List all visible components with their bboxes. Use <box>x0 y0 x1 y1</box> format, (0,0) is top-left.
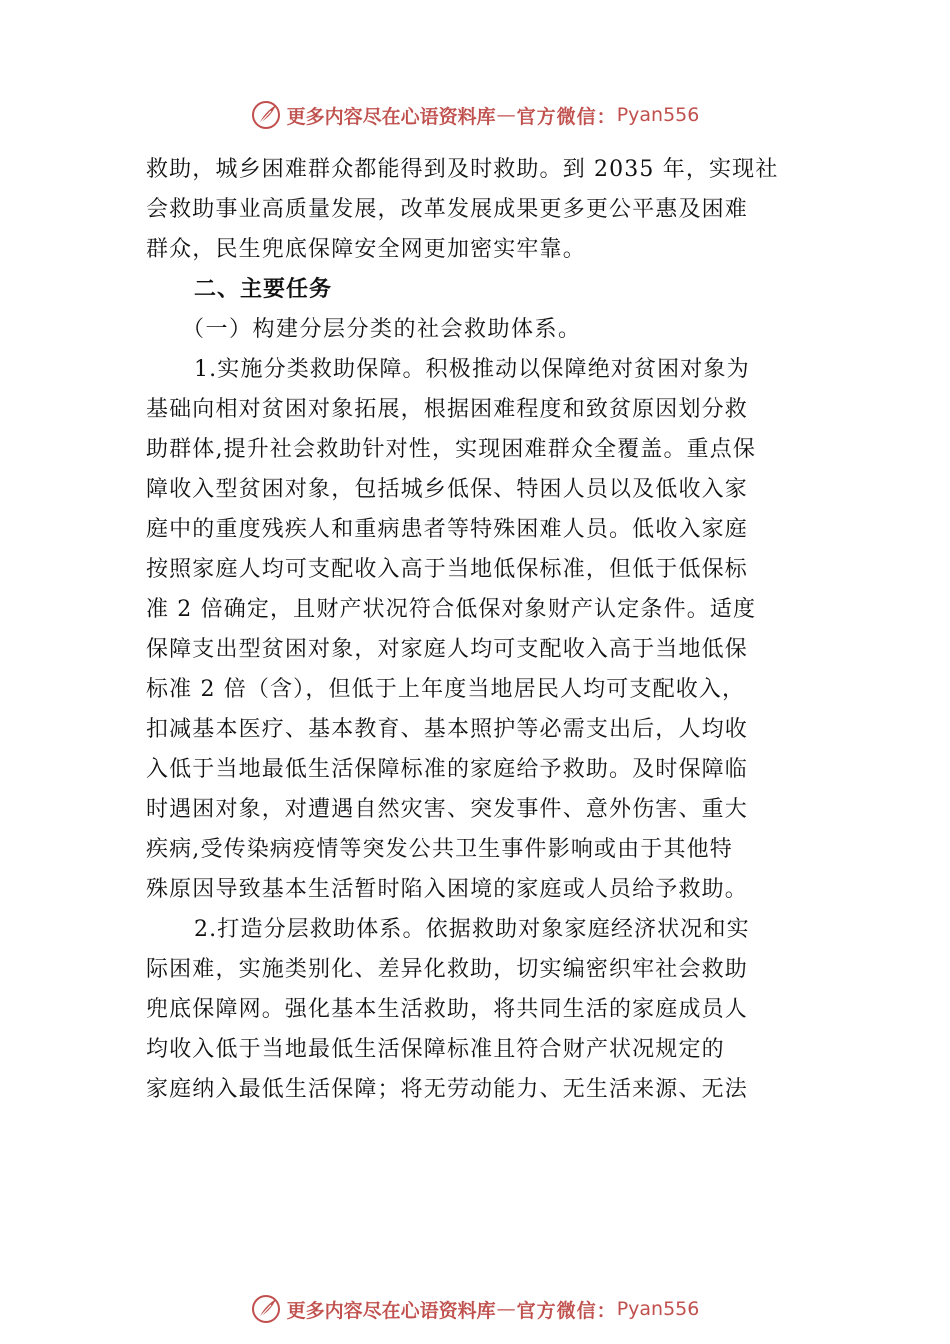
footer-watermark <box>0 1292 950 1326</box>
text-line: 障收入型贫困对象，包括城乡低保、特困人员以及低收入家 <box>146 477 748 502</box>
text-line: 兜底保障网。强化基本生活救助，将共同生活的家庭成员人 <box>146 997 748 1022</box>
watermark-main-text: 更多内容尽在心语资料库 <box>286 105 496 128</box>
text-line: 扣减基本医疗、基本教育、基本照护等必需支出后，人均收 <box>146 717 748 742</box>
text-line: 入低于当地最低生活保障标准的家庭给予救助。及时保障临 <box>146 757 748 782</box>
text-line: 均收入低于当地最低生活保障标准且符合财产状况规定的 <box>146 1037 725 1062</box>
paragraph-start-line: 2.打造分层救助体系。依据救助对象家庭经济状况和实 <box>194 917 750 942</box>
text-line: 殊原因导致基本生活暂时陷入困境的家庭或人员给予救助。 <box>146 877 748 902</box>
text-line: 准 2 倍确定，且财产状况符合低保对象财产认定条件。适度 <box>146 597 757 622</box>
text-line: 助群体,提升社会救助针对性，实现困难群众全覆盖。重点保 <box>146 437 757 462</box>
text-line: 群众，民生兜底保障安全网更加密实牢靠。 <box>146 237 586 262</box>
text-line: 庭中的重度残疾人和重病患者等特殊困难人员。低收入家庭 <box>146 517 748 542</box>
text-line: 基础向相对贫困对象拓展，根据困难程度和致贫原因划分救 <box>146 397 748 422</box>
header-watermark <box>0 98 950 132</box>
text-line: 保障支出型贫困对象，对家庭人均可支配收入高于当地低保 <box>146 637 748 662</box>
feather-logo-icon <box>251 100 281 130</box>
text-line: 救助，城乡困难群众都能得到及时救助。到 2035 年，实现社 <box>146 157 779 182</box>
text-line: 家庭纳入最低生活保障；将无劳动能力、无生活来源、无法 <box>146 1077 748 1102</box>
text-line: 时遇困对象，对遭遇自然灾害、突发事件、意外伤害、重大 <box>146 797 748 822</box>
watermark-separator: — <box>496 1298 516 1320</box>
text-line: 按照家庭人均可支配收入高于当地低保标准，但低于低保标 <box>146 557 748 582</box>
watermark-id: Pyan556 <box>616 104 700 126</box>
feather-logo-icon <box>251 1294 281 1324</box>
watermark-id: Pyan556 <box>616 1298 700 1320</box>
text-line: 会救助事业高质量发展，改革发展成果更多更公平惠及困难 <box>146 197 748 222</box>
text-line: 际困难，实施类别化、差异化救助，切实编密织牢社会救助 <box>146 957 748 982</box>
text-line: 标准 2 倍（含），但低于上年度当地居民人均可支配收入， <box>146 677 746 702</box>
paragraph-start-line: 1.实施分类救助保障。积极推动以保障绝对贫困对象为 <box>194 357 750 382</box>
watermark-label: 官方微信： <box>516 1299 617 1322</box>
watermark-label: 官方微信： <box>516 105 617 128</box>
document-body <box>146 150 806 1110</box>
watermark-main-text: 更多内容尽在心语资料库 <box>286 1299 496 1322</box>
section-heading: 二、主要任务 <box>194 277 333 302</box>
subsection-heading: （一）构建分层分类的社会救助体系。 <box>182 317 582 342</box>
text-line: 疾病,受传染病疫情等突发公共卫生事件影响或由于其他特 <box>146 837 733 862</box>
watermark-separator: — <box>496 104 516 126</box>
